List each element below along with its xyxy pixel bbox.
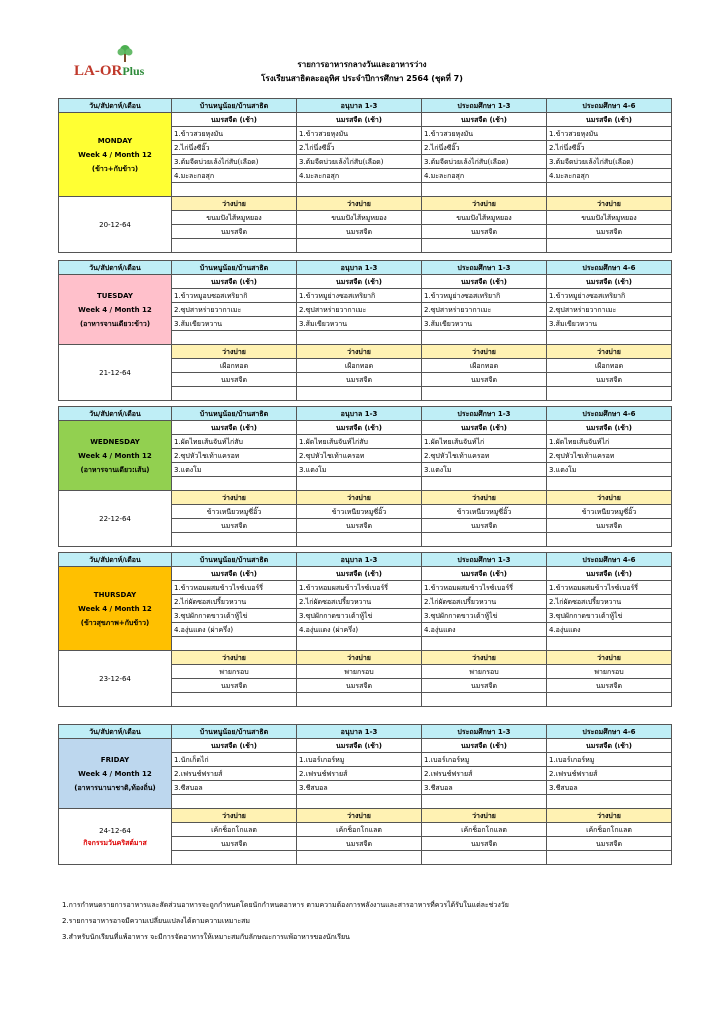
afternoon-snack-label: ว่างบ่าย <box>422 197 547 211</box>
empty-cell <box>297 533 422 547</box>
afternoon-snack-label: ว่างบ่าย <box>172 809 297 823</box>
menu-item: 1.ข้าวสวยหุงมัน <box>172 127 297 141</box>
menu-item: 4.องุ่นแดง (ผ่าครึ่ง) <box>297 623 422 637</box>
afternoon-milk: นมรสจืด <box>422 373 547 387</box>
day-day: WEDNESDAY <box>90 437 140 446</box>
afternoon-snack-label: ว่างบ่าย <box>422 345 547 359</box>
day-day: FRIDAY <box>100 755 130 764</box>
snack-item: ขนมปังไส้หมูหยอง <box>422 211 547 225</box>
column-header: บ้านหนูน้อย/บ้านสาธิต <box>172 261 297 275</box>
afternoon-milk: นมรสจืด <box>297 519 422 533</box>
menu-item: 2.ซุปหัวไชเท้าแครอท <box>547 449 672 463</box>
menu-item: 1.ข้าวสวยหุงมัน <box>547 127 672 141</box>
menu-item: 2.ซุปสาหร่ายวากาเมะ <box>422 303 547 317</box>
afternoon-snack-label: ว่างบ่าย <box>297 197 422 211</box>
menu-item: 1.เบอร์เกอร์หมู <box>547 753 672 767</box>
empty-cell <box>422 693 547 707</box>
morning-milk-label: นมรสจืด (เช้า) <box>422 567 547 581</box>
afternoon-milk: นมรสจืด <box>172 225 297 239</box>
empty-cell <box>547 795 672 809</box>
afternoon-milk: นมรสจืด <box>172 373 297 387</box>
day-week: Week 4 / Month 12 <box>78 769 152 778</box>
menu-item: 1.ข้าวหอมผสมข้าวไรซ์เบอร์รี่ <box>172 581 297 595</box>
empty-cell <box>172 637 297 651</box>
snack-item: เผือกทอด <box>422 359 547 373</box>
day-week: Week 4 / Month 12 <box>78 150 152 159</box>
snack-item: เผือกทอด <box>547 359 672 373</box>
menu-item: 1.ข้าวสวยหุงมัน <box>297 127 422 141</box>
morning-milk-label: นมรสจืด (เช้า) <box>422 275 547 289</box>
menu-item: 2.ซุปหัวไชเท้าแครอท <box>422 449 547 463</box>
snack-item: พายกรอบ <box>422 665 547 679</box>
column-header: ประถมศึกษา 4-6 <box>547 99 672 113</box>
empty-cell <box>422 795 547 809</box>
day-week: Week 4 / Month 12 <box>78 305 152 314</box>
menu-item: 2.เฟรนช์ฟรายส์ <box>422 767 547 781</box>
logo-plus-text: Plus <box>122 64 145 78</box>
menu-item: 3.ซุปผักกาดขาวเต้าหู้ไข่ <box>547 609 672 623</box>
menu-item: 1.ผัดไทยเส้นจันท์ไก่สับ <box>297 435 422 449</box>
snack-item: ขนมปังไส้หมูหยอง <box>547 211 672 225</box>
afternoon-snack-label: ว่างบ่าย <box>422 651 547 665</box>
date-cell <box>59 651 172 707</box>
menu-item: 3.ส้มเขียวหวาน <box>172 317 297 331</box>
menu-item: 3.ซุปผักกาดขาวเต้าหู้ไข่ <box>172 609 297 623</box>
menu-item: 3.ต้มจืดบ่วยเล้งไก่สับ(เลือด) <box>547 155 672 169</box>
afternoon-milk: นมรสจืด <box>422 225 547 239</box>
column-header: ประถมศึกษา 1-3 <box>422 261 547 275</box>
menu-item: 2.ไก่ผัดซอสเปรี้ยวหวาน <box>547 595 672 609</box>
afternoon-snack-label: ว่างบ่าย <box>547 197 672 211</box>
afternoon-milk: นมรสจืด <box>547 519 672 533</box>
afternoon-milk: นมรสจืด <box>297 679 422 693</box>
column-header: ประถมศึกษา 1-3 <box>422 99 547 113</box>
afternoon-snack-label: ว่างบ่าย <box>422 491 547 505</box>
day-label-cell <box>59 275 172 345</box>
empty-cell <box>422 387 547 401</box>
snack-item: ข้าวเหนียวหมูซี่อิ๊ว <box>297 505 422 519</box>
date-cell <box>59 809 172 865</box>
afternoon-snack-label: ว่างบ่าย <box>547 491 672 505</box>
empty-cell <box>172 693 297 707</box>
snack-item: เผือกทอด <box>172 359 297 373</box>
menu-item: 2.เฟรนช์ฟรายส์ <box>297 767 422 781</box>
empty-cell <box>547 239 672 253</box>
date-text: 22-12-64 <box>99 514 131 523</box>
empty-cell <box>172 387 297 401</box>
afternoon-milk: นมรสจืด <box>547 837 672 851</box>
day-theme: (ข้าว+กับข้าว) <box>91 164 139 173</box>
empty-cell <box>172 477 297 491</box>
day-theme: (อาหารจานเดียว:เส้น) <box>80 465 150 474</box>
empty-cell <box>172 239 297 253</box>
menu-item: 2.ไก่ผัดซอสเปรี้ยวหวาน <box>297 595 422 609</box>
menu-item: 2.ไก่ผัดซอสเปรี้ยวหวาน <box>422 595 547 609</box>
menu-item: 2.เฟรนช์ฟรายส์ <box>547 767 672 781</box>
snack-item: เผือกทอด <box>297 359 422 373</box>
menu-item: 1.ข้าวหมูย่างซอสเทริยากิ <box>422 289 547 303</box>
afternoon-snack-label: ว่างบ่าย <box>547 651 672 665</box>
menu-table-monday <box>58 98 672 253</box>
column-header: ประถมศึกษา 1-3 <box>422 407 547 421</box>
afternoon-snack-label: ว่างบ่าย <box>297 809 422 823</box>
column-header: วัน/สัปดาห์/เดือน <box>59 553 172 567</box>
menu-item: 3.แตงโม <box>297 463 422 477</box>
morning-milk-label: นมรสจืด (เช้า) <box>422 113 547 127</box>
page-subtitle: โรงเรียนสาธิตละออุทิศ ประจำปีการศึกษา 2564 (ชุดที่ 7) <box>261 74 463 83</box>
empty-cell <box>547 693 672 707</box>
menu-item: 1.เบอร์เกอร์หมู <box>297 753 422 767</box>
empty-cell <box>297 637 422 651</box>
afternoon-milk: นมรสจืด <box>547 679 672 693</box>
column-header: วัน/สัปดาห์/เดือน <box>59 725 172 739</box>
afternoon-milk: นมรสจืด <box>422 519 547 533</box>
empty-cell <box>422 239 547 253</box>
afternoon-snack-label: ว่างบ่าย <box>547 809 672 823</box>
menu-item: 1.ข้าวสวยหุงมัน <box>422 127 547 141</box>
menu-item: 2.ไก่ผัดซอสเปรี้ยวหวาน <box>172 595 297 609</box>
column-header: บ้านหนูน้อย/บ้านสาธิต <box>172 725 297 739</box>
snack-item: พายกรอบ <box>547 665 672 679</box>
column-header: อนุบาล 1-3 <box>297 407 422 421</box>
day-label-cell <box>59 421 172 491</box>
empty-cell <box>297 693 422 707</box>
column-header: บ้านหนูน้อย/บ้านสาธิต <box>172 553 297 567</box>
snack-item: เค้กช็อกโกแลต <box>172 823 297 837</box>
menu-item: 2.ซุปสาหร่ายวากาเมะ <box>547 303 672 317</box>
afternoon-snack-label: ว่างบ่าย <box>297 345 422 359</box>
morning-milk-label: นมรสจืด (เช้า) <box>297 421 422 435</box>
snack-item: เค้กช็อกโกแลต <box>297 823 422 837</box>
date-cell <box>59 491 172 547</box>
morning-milk-label: นมรสจืด (เช้า) <box>422 739 547 753</box>
empty-cell <box>172 795 297 809</box>
afternoon-milk: นมรสจืด <box>422 837 547 851</box>
afternoon-milk: นมรสจืด <box>297 225 422 239</box>
menu-item: 1.ผัดไทยเส้นจันท์ไก่ <box>422 435 547 449</box>
snack-item: พายกรอบ <box>297 665 422 679</box>
menu-item: 1.ข้าวหอมผสมข้าวไรซ์เบอร์รี่ <box>297 581 422 595</box>
menu-item: 2.ไก่นึ่งซีอิ๊ว <box>547 141 672 155</box>
empty-cell <box>547 533 672 547</box>
menu-item: 3.แตงโม <box>547 463 672 477</box>
empty-cell <box>422 851 547 865</box>
column-header: ประถมศึกษา 1-3 <box>422 553 547 567</box>
empty-cell <box>547 331 672 345</box>
footnote: 1.การกำหนดรายการอาหารและสัดส่วนอาหารจะถูกกำหนดโดยนักกำหนดอาหาร ตามความต้องการพลังงานและสารอาหารที่ควรได้รับในแต่ละช่วงวัย <box>62 901 509 909</box>
empty-cell <box>547 183 672 197</box>
day-day: THURSDAY <box>93 590 137 599</box>
day-theme: (อาหารนานาชาติ,ท้องถิ่น) <box>74 783 156 792</box>
menu-item: 1.ข้าวหมูอบซอสเทริยากิ <box>172 289 297 303</box>
menu-item: 3.ชีสบอล <box>297 781 422 795</box>
menu-table-friday <box>58 724 672 865</box>
menu-item: 4.มะละกอสุก <box>547 169 672 183</box>
snack-item: เค้กช็อกโกแลต <box>422 823 547 837</box>
date-cell <box>59 197 172 253</box>
menu-item: 4.มะละกอสุก <box>172 169 297 183</box>
date-text: 21-12-64 <box>99 368 131 377</box>
snack-item: พายกรอบ <box>172 665 297 679</box>
menu-item: 4.องุ่นแดง <box>547 623 672 637</box>
menu-item: 1.ข้าวหมูย่างซอสเทริยากิ <box>547 289 672 303</box>
day-label-cell <box>59 739 172 809</box>
date-text: 24-12-64 <box>99 826 131 835</box>
menu-item: 2.ไก่นึ่งซีอิ๊ว <box>422 141 547 155</box>
menu-item: 3.ซุปผักกาดขาวเต้าหู้ไข่ <box>297 609 422 623</box>
page-title: รายการอาหารกลางวันและอาหารว่าง <box>297 60 427 69</box>
menu-item: 2.ซุปหัวไชเท้าแครอท <box>297 449 422 463</box>
menu-item: 1.นักเก็ตไก่ <box>172 753 297 767</box>
menu-item: 2.ซุปหัวไชเท้าแครอท <box>172 449 297 463</box>
column-header: ประถมศึกษา 1-3 <box>422 725 547 739</box>
column-header: อนุบาล 1-3 <box>297 725 422 739</box>
empty-cell <box>172 183 297 197</box>
afternoon-snack-label: ว่างบ่าย <box>172 197 297 211</box>
menu-table-thursday <box>58 552 672 707</box>
empty-cell <box>172 851 297 865</box>
column-header: บ้านหนูน้อย/บ้านสาธิต <box>172 99 297 113</box>
menu-item: 2.เฟรนช์ฟรายส์ <box>172 767 297 781</box>
empty-cell <box>172 533 297 547</box>
day-week: Week 4 / Month 12 <box>78 451 152 460</box>
morning-milk-label: นมรสจืด (เช้า) <box>172 421 297 435</box>
day-day: MONDAY <box>97 136 133 145</box>
morning-milk-label: นมรสจืด (เช้า) <box>422 421 547 435</box>
morning-milk-label: นมรสจืด (เช้า) <box>297 275 422 289</box>
menu-item: 3.ต้มจืดบ่วยเล้งไก่สับ(เลือด) <box>297 155 422 169</box>
menu-item: 3.ต้มจืดบ่วยเล้งไก่สับ(เลือด) <box>172 155 297 169</box>
afternoon-milk: นมรสจืด <box>172 519 297 533</box>
empty-cell <box>422 477 547 491</box>
empty-cell <box>547 477 672 491</box>
empty-cell <box>422 533 547 547</box>
menu-item: 4.มะละกอสุก <box>297 169 422 183</box>
snack-item: ข้าวเหนียวหมูซี่อิ๊ว <box>172 505 297 519</box>
menu-item: 1.ข้าวหอมผสมข้าวไรซ์เบอร์รี่ <box>547 581 672 595</box>
menu-table-wednesday <box>58 406 672 547</box>
menu-item: 2.ซุปสาหร่ายวากาเมะ <box>297 303 422 317</box>
menu-item: 3.ซีสบอล <box>172 781 297 795</box>
afternoon-snack-label: ว่างบ่าย <box>297 491 422 505</box>
menu-item: 3.ชีสบอล <box>422 781 547 795</box>
empty-cell <box>297 851 422 865</box>
afternoon-milk: นมรสจืด <box>547 225 672 239</box>
column-header: ประถมศึกษา 4-6 <box>547 407 672 421</box>
menu-item: 3.ส้มเขียวหวาน <box>547 317 672 331</box>
afternoon-milk: นมรสจืด <box>297 837 422 851</box>
column-header: อนุบาล 1-3 <box>297 553 422 567</box>
morning-milk-label: นมรสจืด (เช้า) <box>172 739 297 753</box>
column-header: อนุบาล 1-3 <box>297 99 422 113</box>
column-header: บ้านหนูน้อย/บ้านสาธิต <box>172 407 297 421</box>
menu-item: 1.ข้าวหอมผสมข้าวไรซ์เบอร์รี่ <box>422 581 547 595</box>
snack-item: ข้าวเหนียวหมูซี่อิ๊ว <box>422 505 547 519</box>
afternoon-snack-label: ว่างบ่าย <box>172 345 297 359</box>
menu-item: 1.ผัดไทยเส้นจันท์ไก่ <box>547 435 672 449</box>
column-header: วัน/สัปดาห์/เดือน <box>59 99 172 113</box>
empty-cell <box>297 239 422 253</box>
day-week: Week 4 / Month 12 <box>78 604 152 613</box>
day-label-cell <box>59 113 172 197</box>
column-header: ประถมศึกษา 4-6 <box>547 725 672 739</box>
afternoon-snack-label: ว่างบ่าย <box>547 345 672 359</box>
column-header: ประถมศึกษา 4-6 <box>547 261 672 275</box>
menu-item: 1.ข้าวหมูย่างซอสเทริยากิ <box>297 289 422 303</box>
menu-item: 4.มะละกอสุก <box>422 169 547 183</box>
morning-milk-label: นมรสจืด (เช้า) <box>297 113 422 127</box>
morning-milk-label: นมรสจืด (เช้า) <box>547 739 672 753</box>
menu-item: 4.องุ่นแดง <box>422 623 547 637</box>
morning-milk-label: นมรสจืด (เช้า) <box>547 113 672 127</box>
footnote: 2.รายการอาหารอาจมีความเปลี่ยนแปลงได้ตามความเหมาะสม <box>62 917 251 925</box>
empty-cell <box>297 331 422 345</box>
morning-milk-label: นมรสจืด (เช้า) <box>297 739 422 753</box>
column-header: ประถมศึกษา 4-6 <box>547 553 672 567</box>
afternoon-milk: นมรสจืด <box>422 679 547 693</box>
empty-cell <box>422 637 547 651</box>
menu-item: 3.ซุปผักกาดขาวเต้าหู้ไข่ <box>422 609 547 623</box>
menu-item: 3.ส้มเขียวหวาน <box>422 317 547 331</box>
date-text: 20-12-64 <box>99 220 131 229</box>
morning-milk-label: นมรสจืด (เช้า) <box>547 567 672 581</box>
menu-table-tuesday <box>58 260 672 401</box>
empty-cell <box>297 387 422 401</box>
footnote: 3.สำหรับนักเรียนที่แพ้อาหาร จะมีการจัดอาหารให้เหมาะสมกับลักษณะการแพ้อาหารของนักเรียน <box>62 933 350 941</box>
empty-cell <box>422 331 547 345</box>
column-header: วัน/สัปดาห์/เดือน <box>59 261 172 275</box>
column-header: อนุบาล 1-3 <box>297 261 422 275</box>
afternoon-milk: นมรสจืด <box>297 373 422 387</box>
afternoon-milk: นมรสจืด <box>547 373 672 387</box>
menu-item: 2.ไก่นึ่งซีอิ๊ว <box>172 141 297 155</box>
snack-item: เค้กช็อกโกแลต <box>547 823 672 837</box>
snack-item: ขนมปังไส้หมูหยอง <box>297 211 422 225</box>
morning-milk-label: นมรสจืด (เช้า) <box>547 421 672 435</box>
afternoon-snack-label: ว่างบ่าย <box>422 809 547 823</box>
snack-item: ข้าวเหนียวหมูซี่อิ๊ว <box>547 505 672 519</box>
afternoon-milk: นมรสจืด <box>172 837 297 851</box>
menu-item: 3.แตงโม <box>172 463 297 477</box>
empty-cell <box>547 387 672 401</box>
morning-milk-label: นมรสจืด (เช้า) <box>547 275 672 289</box>
menu-item: 1.ผัดไทยเส้นจันท์ไก่สับ <box>172 435 297 449</box>
column-header: วัน/สัปดาห์/เดือน <box>59 407 172 421</box>
afternoon-milk: นมรสจืด <box>172 679 297 693</box>
morning-milk-label: นมรสจืด (เช้า) <box>297 567 422 581</box>
empty-cell <box>297 477 422 491</box>
event-note: กิจกรรมวันคริสต์มาส <box>83 838 147 847</box>
empty-cell <box>547 851 672 865</box>
morning-milk-label: นมรสจืด (เช้า) <box>172 275 297 289</box>
logo-text: LA-OR <box>74 63 123 79</box>
empty-cell <box>422 183 547 197</box>
menu-item: 2.ไก่นึ่งซีอิ๊ว <box>297 141 422 155</box>
menu-item: 3.แตงโม <box>422 463 547 477</box>
afternoon-snack-label: ว่างบ่าย <box>297 651 422 665</box>
menu-item: 3.ส้มเขียวหวาน <box>297 317 422 331</box>
day-label-cell <box>59 567 172 651</box>
empty-cell <box>172 331 297 345</box>
day-day: TUESDAY <box>97 291 133 300</box>
day-theme: (ข้าวสุขภาพ+กับข้าว) <box>80 618 150 627</box>
menu-item: 3.ชีสบอล <box>547 781 672 795</box>
menu-item: 3.ต้มจืดบ่วยเล้งไก่สับ(เลือด) <box>422 155 547 169</box>
empty-cell <box>297 183 422 197</box>
date-text: 23-12-64 <box>99 674 131 683</box>
menu-item: 4.องุ่นแดง (ผ่าครึ่ง) <box>172 623 297 637</box>
afternoon-snack-label: ว่างบ่าย <box>172 491 297 505</box>
morning-milk-label: นมรสจืด (เช้า) <box>172 113 297 127</box>
morning-milk-label: นมรสจืด (เช้า) <box>172 567 297 581</box>
empty-cell <box>547 637 672 651</box>
day-theme: (อาหารจานเดียว:ข้าว) <box>79 319 151 328</box>
menu-item: 1.เบอร์เกอร์หมู <box>422 753 547 767</box>
menu-item: 2.ซุปสาหร่ายวากาเมะ <box>172 303 297 317</box>
afternoon-snack-label: ว่างบ่าย <box>172 651 297 665</box>
date-cell <box>59 345 172 401</box>
empty-cell <box>297 795 422 809</box>
snack-item: ขนมปังไส้หมูหยอง <box>172 211 297 225</box>
